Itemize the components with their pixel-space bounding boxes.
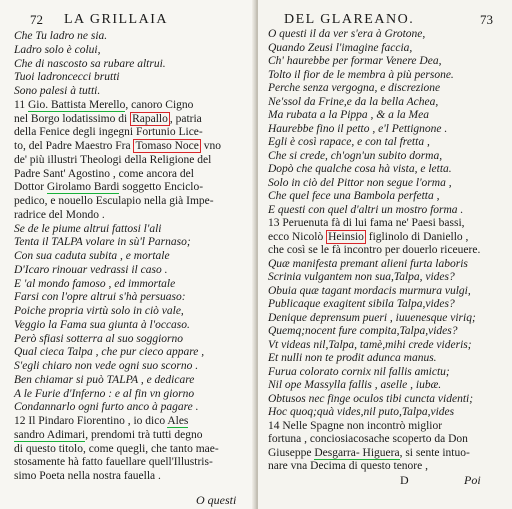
text-line <box>268 109 429 122</box>
text-segment: figlinolo di Daniello , <box>365 230 469 243</box>
text-line <box>268 420 442 433</box>
text-segment: S'egli chiaro non vede ogni suo scorno . <box>14 360 199 372</box>
text-segment: Poiche propria virtù solo in ciò vale, <box>14 305 184 317</box>
text-segment: to, del Padre Maestro Fra <box>14 140 134 152</box>
text-line <box>268 96 438 109</box>
text-line <box>14 168 194 181</box>
text-segment: Tuoi ladroncecci brutti <box>14 71 120 84</box>
text-segment: Dopò che qualche cosa hà vista, e letta. <box>268 163 452 175</box>
text-line <box>14 264 167 277</box>
text-segment: Con sua caduta subita , e mortale <box>14 250 170 262</box>
text-line <box>268 163 452 176</box>
text-line <box>14 278 175 291</box>
text-segment: Sono palesi à tutti. <box>14 85 101 97</box>
text-segment: Condannarlo ogni furto anco à pagare . <box>14 401 199 414</box>
text-line <box>268 271 455 284</box>
text-line <box>268 123 447 136</box>
text-segment: Quemq;nocent fure compita,Talpa,vides? <box>268 325 458 337</box>
text-line <box>268 285 471 298</box>
boxed-name: Tomaso Noce <box>135 140 199 152</box>
text-segment: Vt videas nil,Talpa, tamè,mihi crede videris; <box>268 338 472 351</box>
text-line <box>268 447 470 460</box>
text-segment: , si sente intuo- <box>399 446 470 459</box>
text-line <box>14 195 214 208</box>
text-line <box>268 28 425 41</box>
text-line <box>268 460 428 473</box>
left-catchword: O questi <box>196 493 237 507</box>
text-segment: Ma rubata a la Pippa , & a la Mea <box>268 109 429 121</box>
text-segment: Giuseppe <box>268 446 315 459</box>
text-line <box>14 291 186 304</box>
text-segment: che così se le fà incontro per douerlo riceuere. <box>268 244 481 256</box>
text-segment: Qual cieca Talpa , che pur cieco appare , <box>14 346 205 359</box>
text-line <box>14 319 190 332</box>
text-segment: 12 Il Pindaro Fiorentino , io dico <box>14 415 168 427</box>
text-line <box>14 401 199 414</box>
text-segment: O questi il da ver s'era à Grotone, <box>268 28 426 40</box>
text-line <box>268 352 437 365</box>
text-line <box>14 44 100 57</box>
text-segment: Padre Sant' Agostino , come ancora del <box>14 167 194 180</box>
text-line <box>14 443 219 456</box>
text-segment: , prendomi trà tutti degno <box>85 428 203 441</box>
text-segment: Egli è così rapace, e con tal fretta , <box>268 136 430 148</box>
text-segment: Tolto il fior de le membra à più persone. <box>268 68 454 81</box>
text-line <box>268 150 442 163</box>
text-segment: Obuia quæ tagant mordacis murmura vulgi, <box>268 284 471 297</box>
signature-mark: D <box>400 473 409 487</box>
text-line <box>268 42 412 55</box>
text-segment: E questi con quel d'altri un mostro forma . <box>268 203 464 216</box>
text-line <box>14 113 202 126</box>
text-segment: della Fenice degli ingegni Fortunio Lice- <box>14 126 203 139</box>
text-line <box>268 258 468 271</box>
text-line <box>14 181 203 194</box>
text-line <box>268 136 430 149</box>
text-line <box>268 244 480 257</box>
text-segment: Però sfiasi sotterra al suo soggiorno <box>14 332 184 345</box>
text-segment: Tenta il TALPA volare in sù'l Parnaso; <box>14 236 191 249</box>
text-segment: Che si crede, ch'ogn'un subito dorma, <box>268 149 443 162</box>
text-segment: fortuna , conciosiacosache scoperto da Don <box>268 433 468 445</box>
text-segment: Che di nascosto sa rubare altrui. <box>14 57 166 70</box>
text-segment: 13 Peruenuta fà di lui fama ne' Paesi bassi, <box>268 217 465 229</box>
text-segment: ecco Nicolò <box>268 230 327 243</box>
text-line <box>268 190 440 203</box>
text-segment: Quando Zeusi l'imagine faccia, <box>268 41 413 54</box>
text-line <box>14 85 100 98</box>
text-line <box>14 360 198 373</box>
text-line <box>268 298 455 311</box>
left-page-number: 72 <box>30 12 43 27</box>
text-line <box>268 366 450 379</box>
text-segment: Publicaque exagitent sibila Talpa,vides? <box>268 298 455 310</box>
underlined-name: Girolamo Bardi <box>46 181 120 194</box>
text-segment: simo Poeta nella nostra fauella . <box>14 470 161 482</box>
text-line <box>268 177 452 190</box>
text-segment: 14 Nelle Spagne non incontrò miglior <box>268 419 443 432</box>
text-line <box>268 339 472 352</box>
text-segment: Ladro solo è colui, <box>14 43 101 56</box>
left-page-header <box>0 12 257 28</box>
text-segment: di questo titolo, come quegli, che tanto mae- <box>14 442 219 455</box>
right-page <box>258 0 512 509</box>
text-line <box>268 379 441 392</box>
text-line <box>14 456 213 469</box>
text-line <box>14 388 194 401</box>
boxed-name: Heinsio <box>328 230 364 243</box>
text-line <box>268 312 476 325</box>
text-segment: Furua colorato cornix nil fallis amictu; <box>268 365 450 378</box>
text-segment: nel Borgo lodatissimo di <box>14 112 131 125</box>
text-line <box>14 126 203 139</box>
text-line <box>14 58 166 71</box>
text-line <box>14 209 105 222</box>
text-line <box>14 346 204 359</box>
text-segment: Nil ope Massylla fallis , aselle , iubæ. <box>268 379 442 391</box>
underlined-name: Gio. Battista Merello <box>27 98 126 111</box>
text-segment: Farsi con l'opre altrui s'hà persuaso: <box>14 291 186 304</box>
text-segment: Obtusos nec finge oculos tibi cuncta videnti; <box>268 392 474 405</box>
text-segment: Che quel fece una Bambola perfetta , <box>268 190 440 202</box>
text-line <box>268 231 468 244</box>
text-segment: Quæ manifesta premant alieni furta laboris <box>268 257 468 270</box>
text-line <box>14 140 221 153</box>
left-running-title: LA GRILLAIA <box>64 12 168 27</box>
text-line <box>14 30 107 43</box>
text-segment: Scrinia vulgantem non sua,Talpa, vides? <box>268 271 455 283</box>
text-line <box>14 374 194 387</box>
text-segment: , canoro Cigno <box>125 98 194 111</box>
underlined-name: sandro Adimari <box>14 428 86 441</box>
right-catchword: Poi <box>464 473 481 487</box>
text-segment: Dottor <box>14 181 47 194</box>
text-line <box>14 154 211 167</box>
text-line <box>268 393 473 406</box>
text-segment: D'Icaro rinouar vedrassi il caso . <box>14 263 168 276</box>
text-segment: Hoc quoq;quà vides,nil puto,Talpa,vides <box>268 406 455 418</box>
underlined-name: Ales <box>167 415 189 427</box>
text-segment: de' più illustri Theologi della Religione del <box>14 153 212 166</box>
text-segment: Ch' haurebbe per formar Venere Dea, <box>268 55 442 67</box>
text-segment: radrice del Mondo . <box>14 208 105 221</box>
text-segment: E 'al mondo famoso , ed immortale <box>14 277 176 290</box>
text-segment: Se de le piume altrui fattosi l'ali <box>14 222 162 235</box>
text-segment: , patria <box>169 112 202 125</box>
text-segment: Ben chiamar si può TALPA , e dedicare <box>14 373 195 386</box>
text-segment: pedico, e nouello Esculapio nella già Impe- <box>14 195 214 207</box>
text-segment: A le Furie d'Inferno : e al fin vn giorno <box>14 387 195 400</box>
text-segment: Haurebbe fino il petto , e'l Pettignone . <box>268 122 448 135</box>
underlined-name: Desgarra- Higuera <box>314 446 400 459</box>
text-segment: 11 <box>14 98 28 111</box>
text-segment: nare vna Decima di questo tenore , <box>268 460 428 472</box>
text-segment: stosamente hà fatto fauellare quell'Illustris- <box>14 456 213 469</box>
text-segment: Ne'ssol da Frine,e da la bella Achea, <box>268 95 439 108</box>
text-line <box>268 406 454 419</box>
text-segment: Et nulli non te prodit adunca manus. <box>268 352 437 364</box>
text-line <box>14 99 193 112</box>
text-line <box>14 223 161 236</box>
text-segment: Veggio la Fama sua giunta à l'occaso. <box>14 318 190 331</box>
text-line <box>14 429 202 442</box>
text-line <box>14 236 191 249</box>
text-segment: Che Tu ladro ne sia. <box>14 30 108 42</box>
text-line <box>268 325 458 338</box>
right-page-header <box>258 12 512 28</box>
text-segment: Denique deprensum pueri , iuuenesque viriq; <box>268 311 476 324</box>
text-line <box>268 433 468 446</box>
text-line <box>14 415 188 428</box>
text-segment: Solo in ciò del Pittor non segue l'orma , <box>268 176 452 189</box>
text-line <box>268 217 465 230</box>
text-segment: Perche senza vergogna, e discrezione <box>268 82 441 94</box>
text-line <box>14 470 161 483</box>
text-line <box>14 250 170 263</box>
text-line <box>14 305 184 318</box>
text-line <box>268 82 440 95</box>
text-segment: soggetto Enciclo- <box>119 181 204 194</box>
text-segment: vno <box>200 140 221 152</box>
right-page-number: 73 <box>480 12 493 27</box>
text-line <box>14 333 183 346</box>
text-line <box>268 69 454 82</box>
text-line <box>14 71 120 84</box>
text-line <box>268 204 463 217</box>
text-line <box>268 55 441 68</box>
right-running-title: DEL GLAREANO. <box>284 12 415 27</box>
boxed-name: Rapallo <box>132 112 168 125</box>
